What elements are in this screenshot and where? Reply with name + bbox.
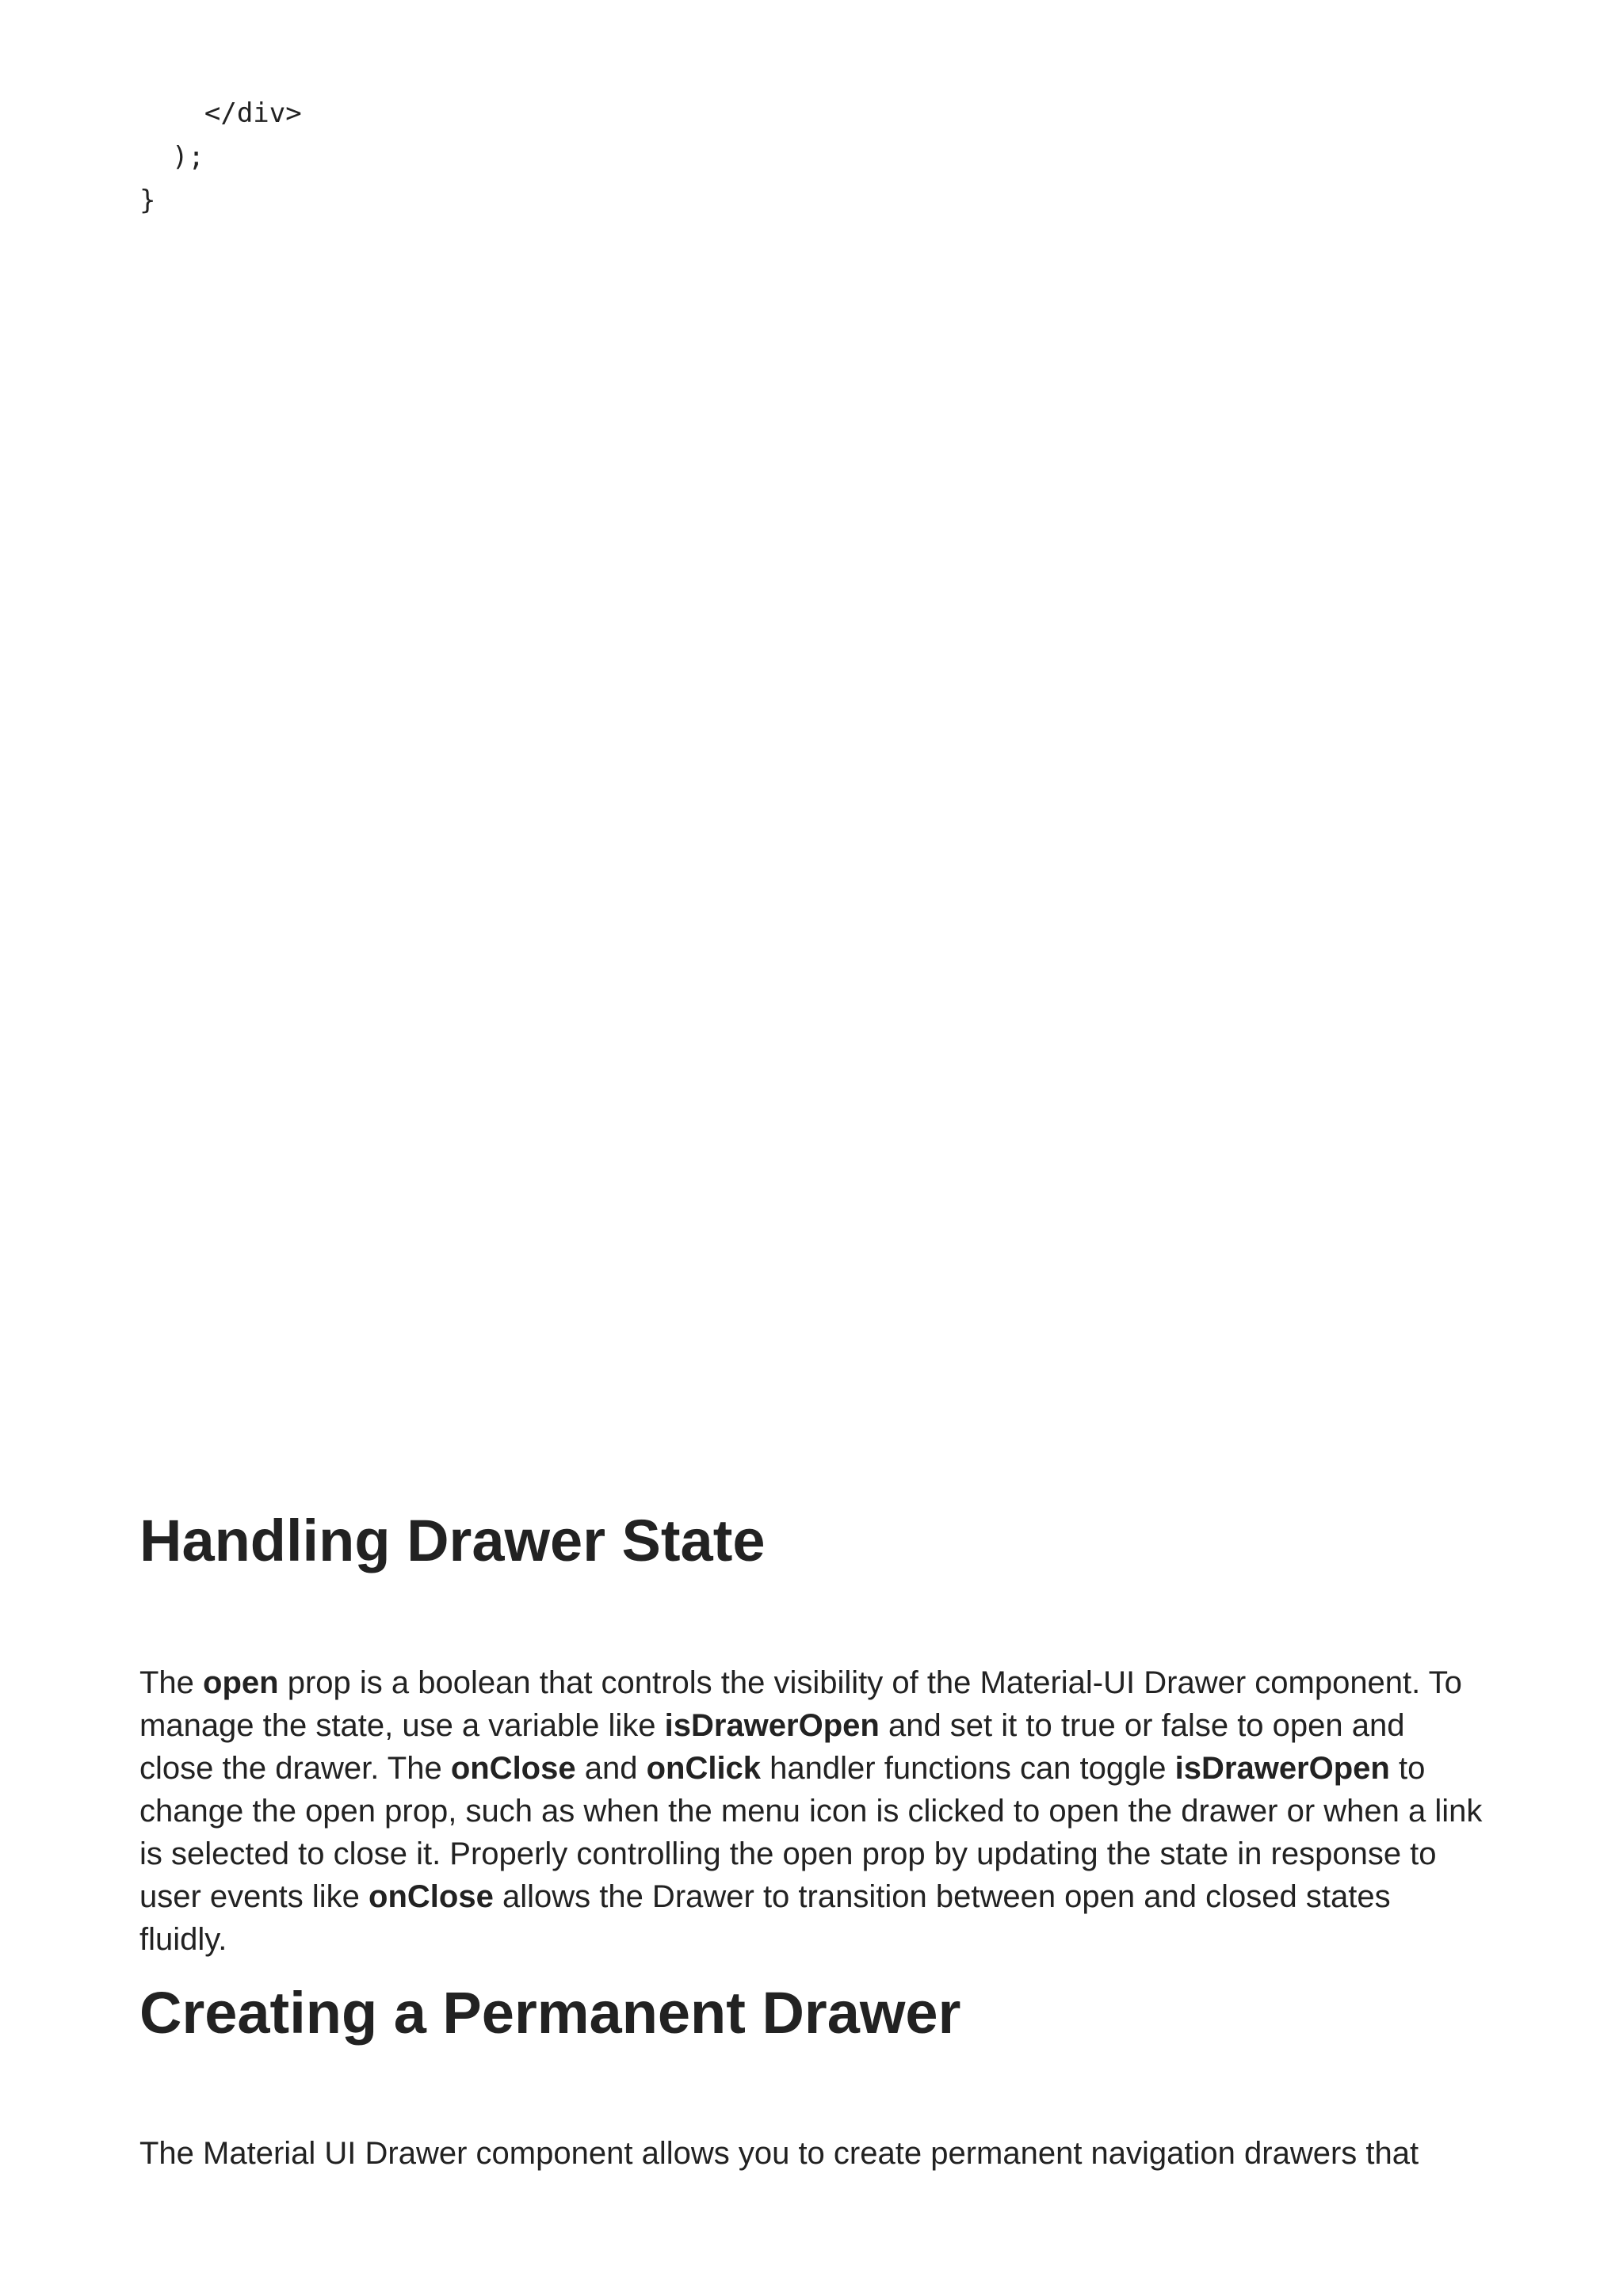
paragraph-line: The open prop is a boolean that controls the visibility of the Material-UI Drawer component. To: [139, 1665, 1462, 1700]
paragraph-permanent-drawer: [139, 2132, 1550, 2175]
inline-code-term: onClose: [369, 1879, 494, 1914]
paragraph-line: The Material UI Drawer component allows you to create permanent navigation drawers that: [139, 2136, 1419, 2171]
inline-code-term: isDrawerOpen: [664, 1708, 880, 1743]
section-heading-handling-drawer-state: Handling Drawer State: [139, 1508, 766, 1573]
code-line: }: [139, 185, 156, 216]
paragraph-handling-drawer-state: [139, 1661, 1550, 1961]
code-line: </div>: [139, 97, 302, 129]
paragraph-line: close the drawer. The onClose and onClick handler functions can toggle isDrawerOpen to: [139, 1751, 1426, 1786]
inline-code-term: open: [203, 1665, 279, 1700]
paragraph-line: fluidly.: [139, 1922, 227, 1957]
section-heading-permanent-drawer: Creating a Permanent Drawer: [139, 1980, 961, 2046]
inline-code-term: onClose: [450, 1751, 576, 1786]
code-snippet: [139, 92, 302, 223]
paragraph-line: user events like onClose allows the Drawer to transition between open and closed states: [139, 1879, 1391, 1914]
paragraph-line: change the open prop, such as when the menu icon is clicked to open the drawer or when a link: [139, 1794, 1483, 1829]
inline-code-term: isDrawerOpen: [1174, 1751, 1390, 1786]
code-line: );: [139, 141, 204, 173]
paragraph-line: manage the state, use a variable like isDrawerOpen and set it to true or false to open and: [139, 1708, 1405, 1743]
paragraph-line: is selected to close it. Properly controlling the open prop by updating the state in response to: [139, 1836, 1437, 1871]
inline-code-term: onClick: [646, 1751, 762, 1786]
